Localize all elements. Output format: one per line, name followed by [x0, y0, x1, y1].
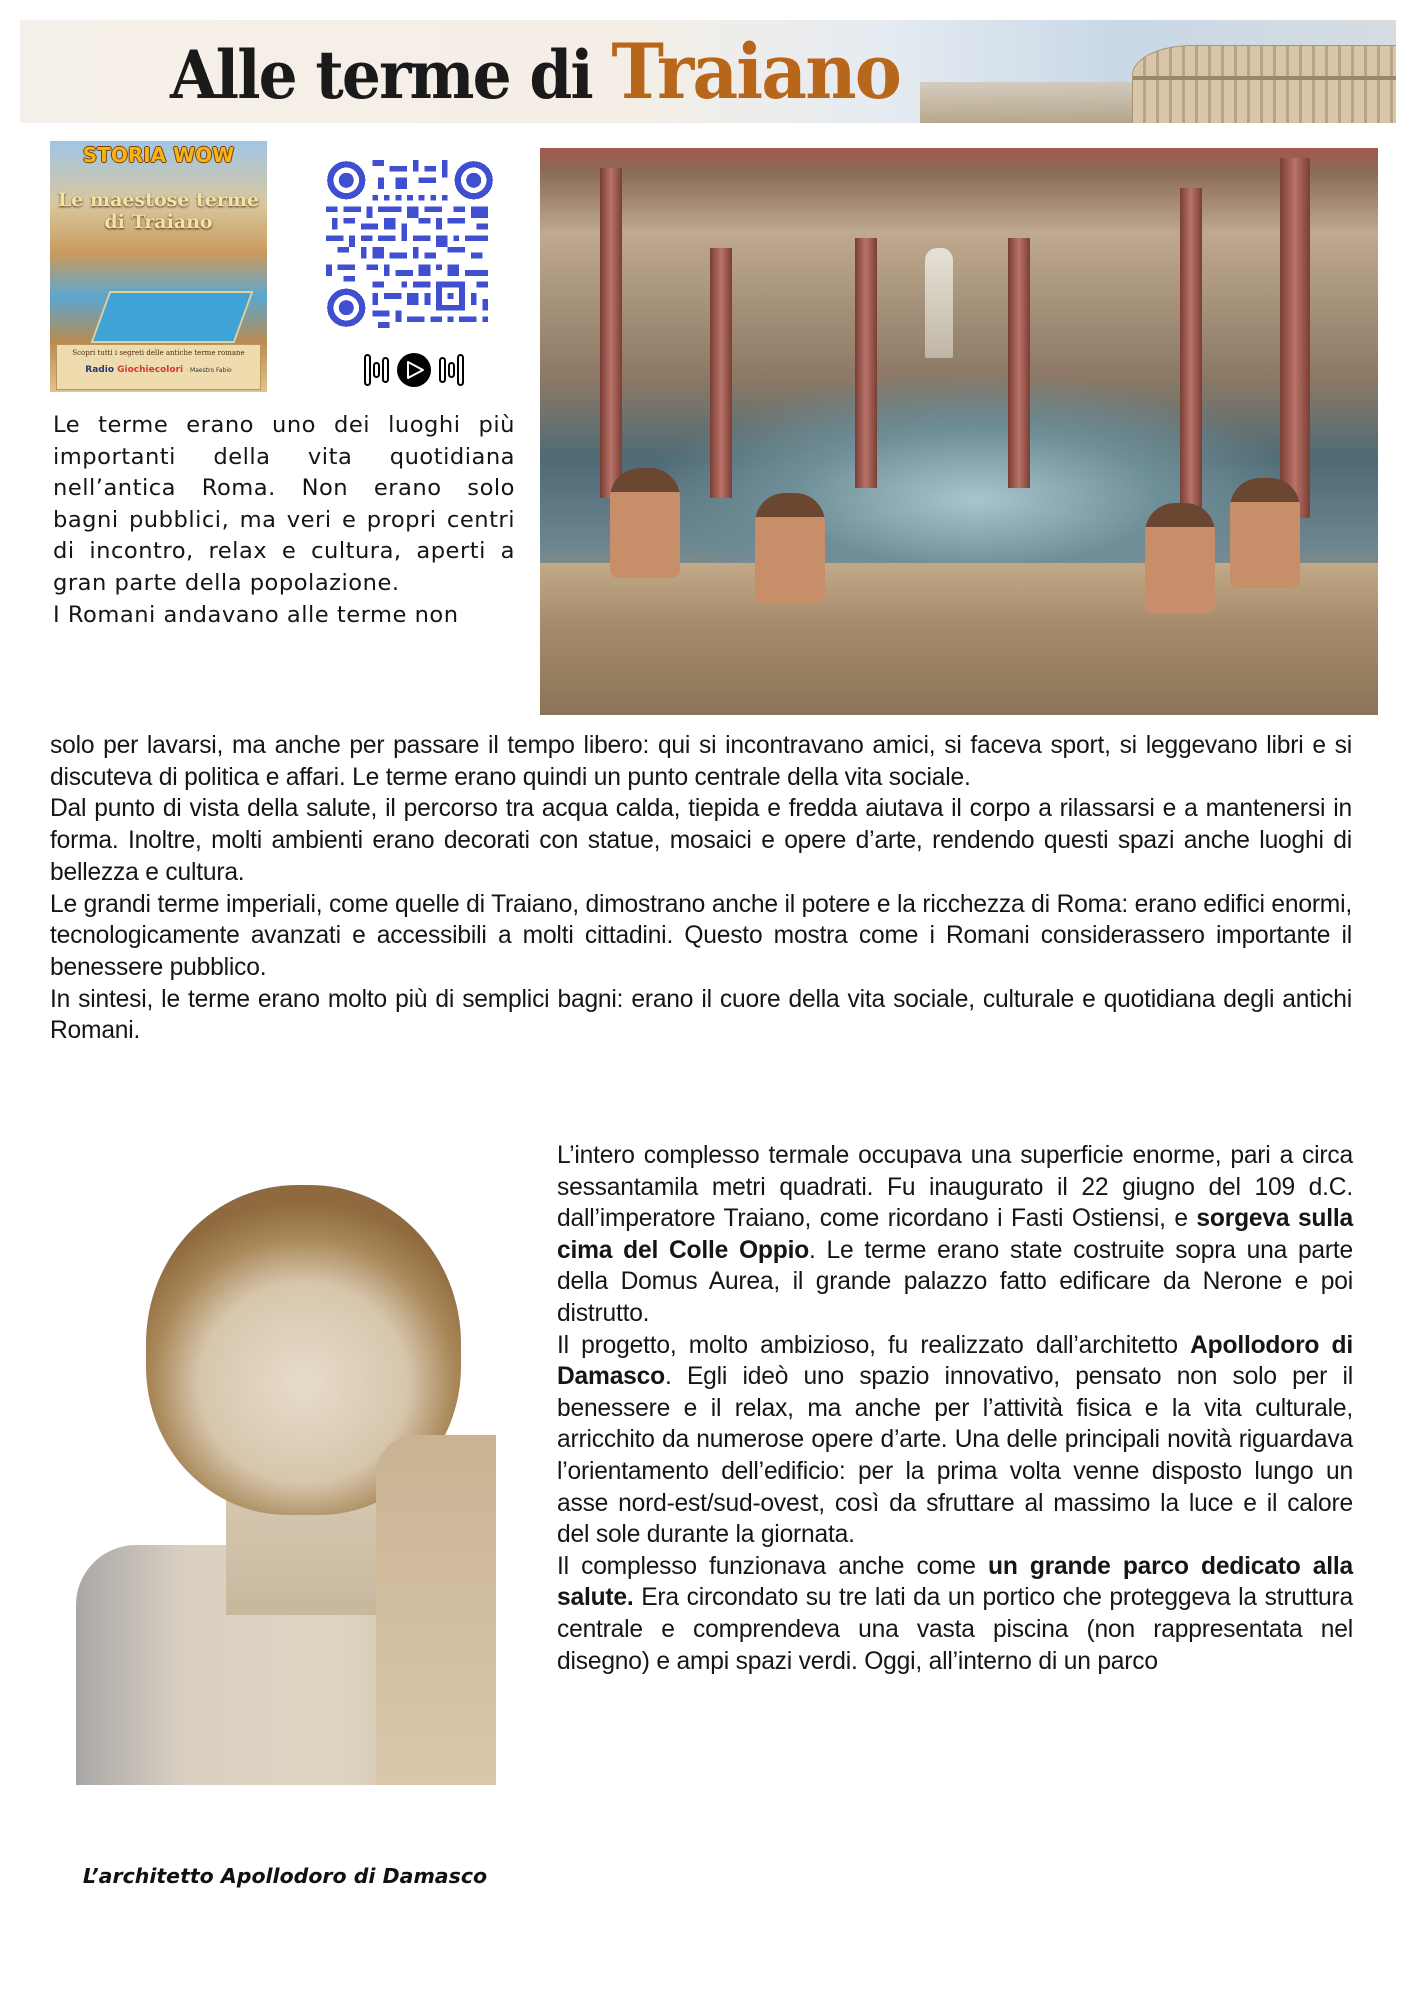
- paragraph: In sintesi, le terme erano molto più di semplici bagni: erano il cuore della vita sociale, culturale e quotidiana degli antichi Romani.: [50, 985, 1352, 1045]
- body-text: [50, 730, 1352, 1047]
- statue: [925, 248, 953, 358]
- paragraph-start: I Romani andavano alle terme non: [53, 601, 459, 628]
- paragraph: Le terme erano uno dei luoghi più importanti della vita quotidiana nell’antica Roma. Non erano solo bagni pubblici, ma veri e propri centri di incontro, relax e cultura, aperti a gran parte della popolazione.: [53, 412, 515, 596]
- bust-caption: L’architetto Apollodoro di Damasco: [82, 1864, 488, 1888]
- radio-brand: [57, 365, 260, 375]
- podcast-episode-title: Le maestose terme di Traiano: [57, 189, 260, 233]
- title-accent: Traiano: [611, 27, 901, 116]
- text: Il progetto, molto ambizioso, fu realizzato dall’architetto: [557, 1331, 1191, 1359]
- paragraph: Le grandi terme imperiali, come quelle di Traiano, dimostrano anche il potere e la ricchezza di Roma: erano edifici enormi, tecnologicamente avanzati e accessibili a molti cittadini. Questo mostra come i Romani considerassero importante il benessere pubblico.: [50, 890, 1352, 981]
- column: [1180, 188, 1202, 508]
- column: [600, 168, 622, 498]
- play-audio-icon: [362, 352, 466, 388]
- bold-text: sorgeva sulla cima del Colle Oppio: [557, 1205, 1354, 1264]
- column: [1008, 238, 1030, 488]
- podcast-series-logo: STORIA WOW: [82, 143, 235, 167]
- play-audio-button[interactable]: [362, 352, 466, 388]
- column: [855, 238, 877, 488]
- podcast-host: · Maestro Fabio: [186, 367, 232, 374]
- bold-text: Apollodoro di Damasco: [557, 1331, 1353, 1391]
- text: . Egli ideò uno spazio innovativo, pensato non solo per il benessere e il relax, ma anche per l’attività fisica e la vita culturale, arricchito da numerose opere d’arte. Una delle principali novità riguardava l’orientamento dell’edificio: per la prima volta venne disposto lungo un asse nord-est/sud-ovest, così da sfruttare al massimo la luce e il calore del sole durante la giornata.: [557, 1363, 1353, 1549]
- column: [710, 248, 732, 498]
- pool-illustration: [91, 291, 254, 343]
- apollodorus-bust-image: [76, 1185, 496, 1785]
- podcast-cover-image: [50, 141, 267, 392]
- qr-code-icon: [326, 160, 494, 328]
- roman-baths-photo: [540, 148, 1378, 715]
- intro-text: [53, 410, 515, 631]
- paragraph: [557, 1551, 1353, 1677]
- title-prefix: Alle terme di: [170, 36, 612, 114]
- bust-cloak: [376, 1435, 496, 1785]
- header-banner: [20, 20, 1396, 123]
- paragraph: Dal punto di vista della salute, il percorso tra acqua calda, tiepida e fredda aiutava il corpo a rilassarsi e a mantenersi in forma. Inoltre, molti ambienti erano decorati con statue, mosaici e opere d’arte, rendendo questi spazi anche luoghi di bellezza e cultura.: [50, 795, 1352, 886]
- podcast-banner-scroll: [56, 344, 261, 390]
- radio-name: Giochiecolori: [117, 365, 184, 375]
- bather-figure: [1230, 478, 1300, 588]
- qr-code[interactable]: [326, 160, 494, 328]
- right-column-text: [557, 1140, 1353, 1677]
- paragraph: [557, 1140, 1353, 1330]
- column: [1280, 158, 1310, 518]
- bather-figure: [755, 493, 825, 603]
- podcast-subtitle: Scopri tutti i segreti delle antiche terme romane: [72, 349, 245, 357]
- text: L’intero complesso termale occupava una superficie enorme, pari a circa sessantamila metri quadrati. Fu inaugurato il 22 giugno del 109 d.C. dall’imperatore Traiano, come ricordano i Fasti Ostiensi, e: [557, 1142, 1353, 1233]
- text: Era circondato su tre lati da un portico che proteggeva la struttura centrale e comprendeva una vasta piscina (non rappresentata nel disegno) e ampi spazi verdi. Oggi, all’interno di un parco: [557, 1584, 1353, 1675]
- paragraph: solo per lavarsi, ma anche per passare il tempo libero: qui si incontravano amici, si faceva sport, si leggevano libri e si discuteva di politica e affari. Le terme erano quindi un punto centrale della vita sociale.: [50, 732, 1352, 791]
- radio-prefix: Radio: [85, 365, 118, 375]
- text: Il complesso funzionava anche come: [557, 1552, 988, 1580]
- bold-text: un grande parco dedicato alla salute.: [557, 1552, 1353, 1612]
- bather-figure: [1145, 503, 1215, 613]
- bather-figure: [610, 468, 680, 578]
- paragraph: [557, 1330, 1353, 1551]
- text: . Le terme erano state costruite sopra una parte della Domus Aurea, il grande palazzo fatto edificare da Nerone e poi distrutto.: [557, 1236, 1353, 1327]
- colosseum-image: [1132, 45, 1396, 123]
- page-title: [170, 27, 901, 116]
